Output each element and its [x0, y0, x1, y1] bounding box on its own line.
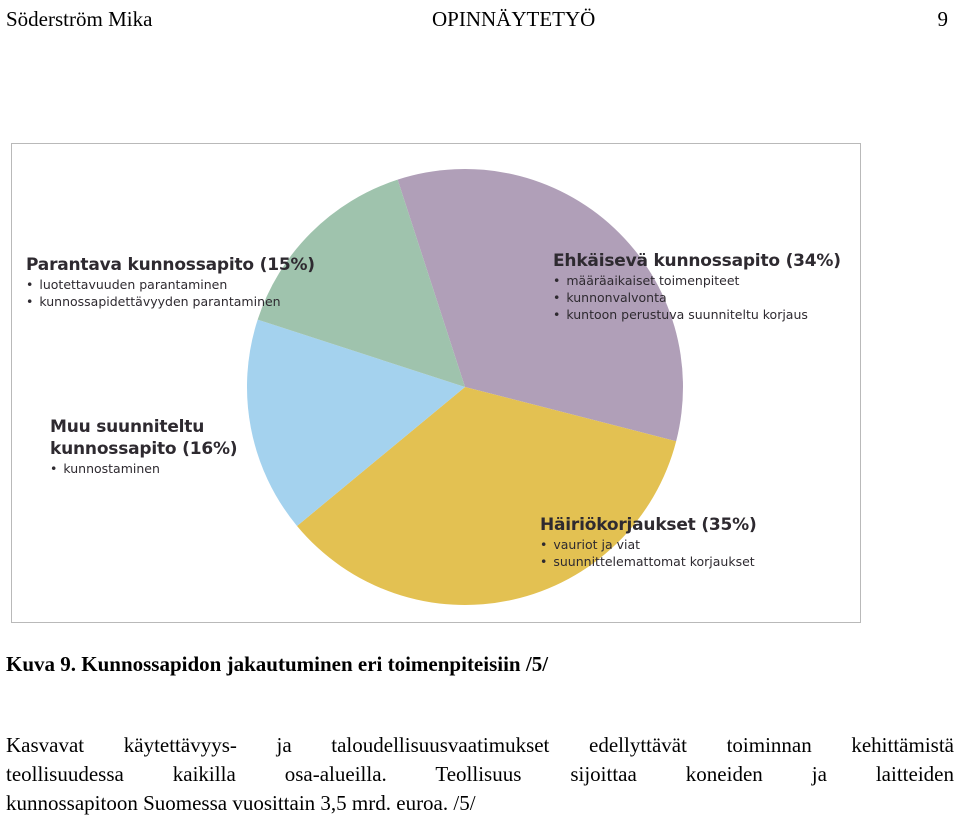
- bullet-kunnossapidettavyyden: • kunnossapidettävyyden parantaminen: [26, 293, 315, 310]
- bullet-kuntoon-perustuva: • kuntoon perustuva suunniteltu korjaus: [553, 306, 841, 323]
- figure-caption: Kuva 9. Kunnossapidon jakautuminen eri toimenpiteisiin /5/: [6, 652, 549, 676]
- header-document-title: OPINNÄYTETYÖ: [432, 7, 596, 31]
- bullet-vauriot: • vauriot ja viat: [540, 536, 757, 553]
- slice-name-parantava: Parantava kunnossapito: [26, 255, 254, 275]
- bullet-suunnittelemattomat: • suunnittelemattomat korjaukset: [540, 553, 757, 570]
- bullet-luotettavuuden: • luotettavuuden parantaminen: [26, 276, 315, 293]
- page-header: [6, 4, 954, 34]
- slice-label-hairiokorjaukset: [540, 514, 757, 570]
- paragraph-line-2: teollisuudessa kaikilla osa-alueilla. Teollisuus sijoittaa koneiden ja laitteiden: [6, 762, 954, 786]
- paragraph-line-1: Kasvavat käytettävyys- ja taloudellisuusvaatimukset edellyttävät toiminnan kehittämistä: [6, 733, 954, 757]
- header-author: Söderström Mika: [6, 7, 153, 31]
- slice-name-ehkaiseva: Ehkäisevä kunnossapito: [553, 251, 780, 271]
- slice-name-hairiokorjaukset: Häiriökorjaukset: [540, 515, 696, 535]
- bullet-maaraaikaiset: • määräaikaiset toimenpiteet: [553, 272, 841, 289]
- bullet-kunnostaminen: • kunnostaminen: [50, 460, 237, 477]
- pie-chart-figure: [11, 143, 861, 623]
- slice-label-parantava: [26, 254, 315, 310]
- slice-label-muu: [50, 416, 237, 477]
- body-paragraph: [6, 731, 954, 818]
- header-page-number: 9: [937, 7, 948, 31]
- slice-percent-parantava: (15%): [259, 255, 315, 275]
- slice-label-ehkaiseva: [553, 250, 841, 323]
- slice-name-muu-line1: Muu suunniteltu: [50, 417, 205, 437]
- slice-percent-ehkaiseva: (34%): [785, 251, 841, 271]
- paragraph-line-3: kunnossapitoon Suomessa vuosittain 3,5 mrd. euroa. /5/: [6, 791, 476, 815]
- slice-percent-hairiokorjaukset: (35%): [701, 515, 757, 535]
- slice-percent-muu: (16%): [182, 439, 238, 459]
- bullet-kunnonvalvonta: • kunnonvalvonta: [553, 289, 841, 306]
- slice-name-muu-line2: kunnossapito: [50, 439, 177, 459]
